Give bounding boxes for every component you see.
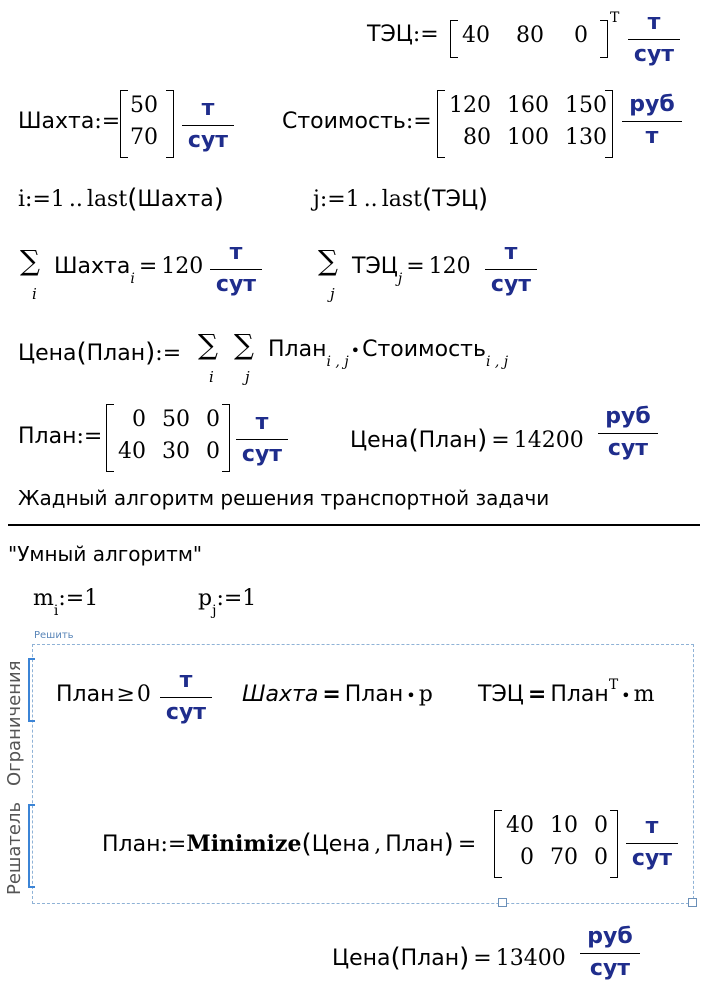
price-function[interactable]: Цена(План):= [18,338,182,368]
greedy-title[interactable]: Жадный алгоритм решения транспортной задачи [18,486,550,510]
tec-vector [450,20,608,58]
constraint-unit: т сут [160,668,212,725]
plan-cell: 0 [206,407,220,432]
tec-var: ТЭЦ [367,22,413,47]
sum-mine-unit: т сут [210,240,262,297]
mine-value: 50 [130,93,158,118]
optimal-price-eval[interactable]: Цена(План) = 13400 [332,943,566,973]
optimal-price-value: 13400 [495,946,566,971]
transpose-sup: T [610,10,620,26]
solver-expression[interactable]: План:=Minimize(Цена , План) = [102,829,477,859]
cost-cell: 130 [565,125,607,150]
assign-op: := [412,22,439,47]
tec-value: 80 [516,23,544,48]
tec-value: 0 [574,23,588,48]
plan-cell: 0 [206,439,220,464]
constraint-mine[interactable]: Шахта = План • p [242,682,433,707]
cost-unit: руб т [622,92,682,149]
greedy-price-unit: руб сут [598,404,658,461]
constraints-label: Ограничения [4,660,25,786]
sum-tec-unit: т сут [485,240,537,297]
tec-value: 40 [462,23,490,48]
plan-cell: 0 [594,845,608,870]
p-init[interactable]: $p_j:=1$ [198,586,257,619]
mine-value: 70 [130,125,158,150]
sum-index: j [245,368,250,386]
plan-cell: 30 [162,439,190,464]
mine-vector [120,90,174,158]
tec-unit [628,10,680,67]
cost-cell: 80 [463,125,491,150]
unit-den: сут [633,42,675,67]
cost-var: Стоимость [282,109,406,134]
smart-title[interactable]: "Умный алгоритм" [8,542,203,566]
solve-tag[interactable]: Решить [34,630,74,641]
plan-cell: 0 [594,813,608,838]
cost-cell: 120 [449,93,491,118]
assign-op: := [405,109,432,134]
optimal-price-unit: руб сут [580,924,640,981]
solver-label: Решатель [4,801,25,895]
mine-unit: т сут [182,96,234,153]
greedy-price-value: 14200 [513,428,584,453]
sum-index: j [330,285,335,303]
optimal-plan-unit: т сут [626,814,678,871]
sum-mine[interactable]: Шахта$_i$ = 120 [54,254,204,287]
sum-sign: ∑ [234,328,254,361]
sum-sign: ∑ [20,244,40,277]
cost-cell: 100 [507,125,549,150]
minimize-function: Minimize [186,831,302,857]
i-range[interactable]: i:=1 .. last(Шахта) [18,184,224,214]
constraint-tec[interactable]: ТЭЦ = План$^T$• m [478,677,655,707]
m-init[interactable]: $m_i:=1$ [33,586,99,619]
mine-definition[interactable] [18,109,120,134]
greedy-plan-definition[interactable]: План:= [18,424,103,449]
solver-bracket [28,804,35,888]
greedy-plan-unit: т сут [236,410,288,467]
tec-definition[interactable] [367,22,439,47]
plan-cell: 0 [132,407,146,432]
sum-tec[interactable]: $ТЭЦ_j = 120$ [352,254,471,287]
sum-sign: ∑ [318,244,338,277]
cost-cell: 150 [565,93,607,118]
constraints-bracket [28,658,35,722]
resize-handle[interactable] [688,898,697,907]
plan-cell: 10 [550,813,578,838]
assign-op: := [94,109,121,134]
greedy-plan-matrix [106,404,230,472]
sum-mine-result: 120 [161,254,204,279]
constraint-nonneg[interactable]: План≥0 [56,682,151,707]
plan-cell: 40 [118,439,146,464]
sum-index: i [32,285,37,303]
cost-definition[interactable] [282,109,432,134]
price-body: План$_{i , j}$•Стоимость$_{i , j}$ [268,337,509,370]
plan-cell: 40 [506,813,534,838]
cost-matrix [437,90,613,158]
cost-cell: 160 [507,93,549,118]
sum-tec-result: 120 [428,254,471,279]
sum-sign: ∑ [198,328,218,361]
plan-cell: 50 [162,407,190,432]
optimal-plan-matrix [494,810,618,878]
section-divider [8,524,700,526]
j-range[interactable]: j:=1 .. last(ТЭЦ) [313,184,489,214]
sum-index: i [209,368,214,386]
unit-num: т [647,10,661,35]
plan-cell: 70 [550,845,578,870]
resize-handle[interactable] [498,898,507,907]
mine-var: Шахта [18,109,95,134]
greedy-price-eval[interactable]: Цена(План) = 14200 [350,425,584,455]
plan-cell: 0 [520,845,534,870]
